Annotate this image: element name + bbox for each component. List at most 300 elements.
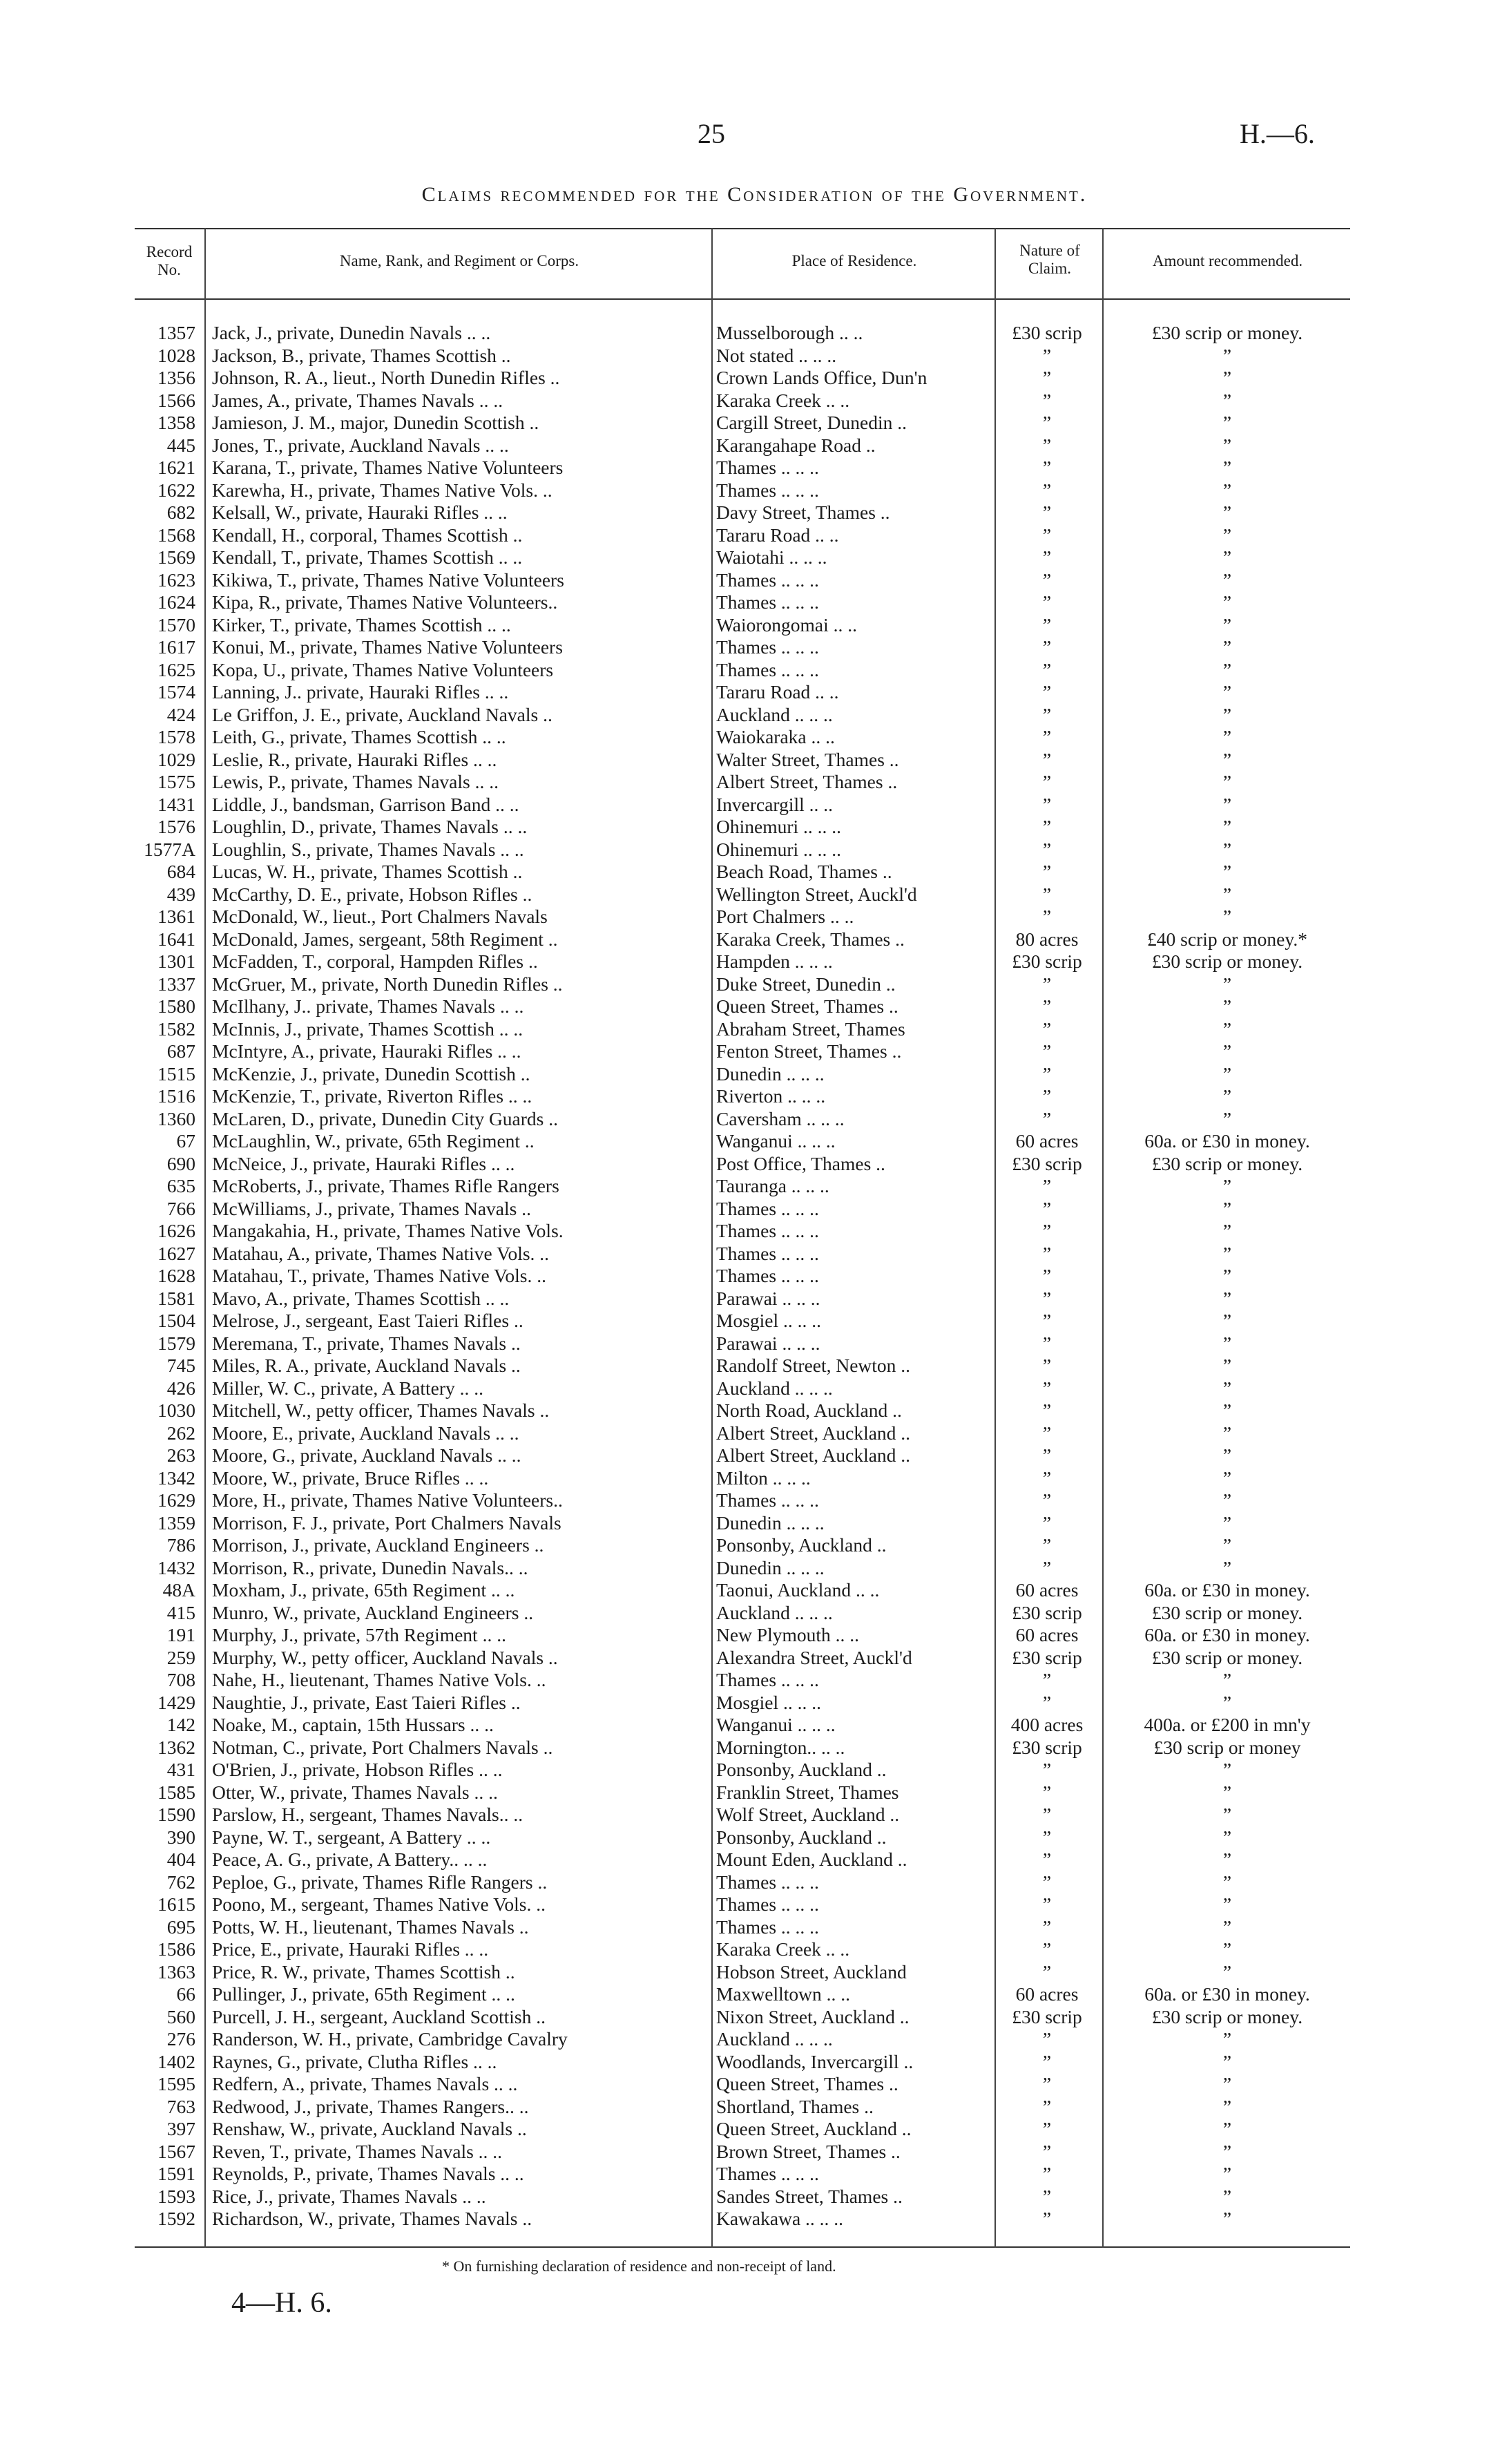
- record-no: 1362: [157, 1736, 195, 1758]
- record-no: 684: [166, 861, 195, 882]
- record-no: 263: [166, 1444, 195, 1466]
- amount-recommended: ”: [1222, 726, 1232, 747]
- place-of-residence: Alexandra Street, Auckl'd: [716, 1646, 912, 1668]
- record-no: 1576: [157, 816, 195, 837]
- place-of-residence: Taonui, Auckland .. ..: [716, 1579, 880, 1601]
- table-row: [135, 1826, 1350, 1849]
- table-row: [135, 749, 1350, 772]
- amount-recommended: ”: [1222, 1310, 1232, 1331]
- table-row: [135, 2028, 1350, 2051]
- amount-recommended: ”: [1222, 479, 1232, 501]
- record-no: 1361: [157, 906, 195, 927]
- name-rank-regiment: Price, E., private, Hauraki Rifles .. ..: [212, 1938, 489, 1960]
- record-no: 1569: [157, 546, 195, 568]
- record-no: 415: [166, 1601, 195, 1623]
- name-rank-regiment: Meremana, T., private, Thames Navals ..: [212, 1332, 521, 1354]
- amount-recommended: ”: [1222, 1400, 1232, 1421]
- table-row: [135, 771, 1350, 794]
- record-no: 445: [166, 434, 195, 456]
- place-of-residence: Auckland .. .. ..: [716, 1601, 833, 1623]
- nature-of-claim: £30 scrip: [1012, 2005, 1082, 2027]
- name-rank-regiment: Reynolds, P., private, Thames Navals .. ..: [212, 2163, 524, 2184]
- nature-of-claim: ”: [1042, 658, 1052, 680]
- table-row: [135, 906, 1350, 928]
- nature-of-claim: 80 acres: [1015, 928, 1079, 950]
- name-rank-regiment: Mavo, A., private, Thames Scottish .. ..: [212, 1287, 510, 1309]
- place-of-residence: North Road, Auckland ..: [716, 1400, 902, 1421]
- table-row: [135, 1512, 1350, 1535]
- table-row: [135, 659, 1350, 682]
- amount-recommended: ”: [1222, 613, 1232, 636]
- record-no: 1641: [157, 928, 195, 950]
- record-no: 1617: [157, 636, 195, 658]
- name-rank-regiment: Leslie, R., private, Hauraki Rifles .. ..: [212, 748, 497, 770]
- record-no: 262: [166, 1422, 195, 1444]
- amount-recommended: ”: [1222, 2050, 1232, 2072]
- nature-of-claim: ”: [1042, 1287, 1052, 1309]
- record-no: 397: [166, 2118, 195, 2139]
- record-no: 1301: [157, 951, 195, 972]
- nature-of-claim: ”: [1042, 703, 1052, 725]
- table-row: [135, 502, 1350, 524]
- place-of-residence: Caversham .. .. ..: [716, 1107, 845, 1129]
- nature-of-claim: ”: [1042, 2140, 1052, 2162]
- place-of-residence: Cargill Street, Dunedin ..: [716, 412, 907, 433]
- nature-of-claim: ”: [1042, 2095, 1052, 2117]
- name-rank-regiment: Kikiwa, T., private, Thames Native Volunteers: [212, 569, 564, 591]
- name-rank-regiment: Loughlin, D., private, Thames Navals .. ..: [212, 816, 528, 837]
- amount-recommended: ”: [1222, 2095, 1232, 2117]
- record-no: 1402: [157, 2050, 195, 2072]
- place-of-residence: Tararu Road .. ..: [716, 524, 839, 546]
- name-rank-regiment: Price, R. W., private, Thames Scottish ..: [212, 1960, 515, 1983]
- table-row: [135, 1377, 1350, 1400]
- nature-of-claim: 60 acres: [1015, 1624, 1079, 1645]
- place-of-residence: Thames .. .. ..: [716, 457, 819, 478]
- table-row: [135, 704, 1350, 727]
- record-no: 1028: [157, 344, 195, 366]
- amount-recommended: ”: [1222, 838, 1232, 860]
- place-of-residence: Hampden .. .. ..: [716, 951, 833, 972]
- name-rank-regiment: O'Brien, J., private, Hobson Rifles .. ..: [212, 1759, 503, 1780]
- name-rank-regiment: Miller, W. C., private, A Battery .. ..: [212, 1377, 484, 1399]
- name-rank-regiment: Kopa, U., private, Thames Native Volunteers: [212, 658, 554, 680]
- amount-recommended: £30 scrip or money.: [1151, 322, 1303, 343]
- place-of-residence: Wolf Street, Auckland ..: [716, 1804, 900, 1825]
- amount-recommended: ”: [1222, 906, 1232, 927]
- amount-recommended: ”: [1222, 1197, 1232, 1219]
- amount-recommended: ”: [1222, 1085, 1232, 1107]
- record-no: 1432: [157, 1556, 195, 1578]
- table-row: [135, 2186, 1350, 2208]
- place-of-residence: Karaka Creek .. ..: [716, 1938, 850, 1960]
- name-rank-regiment: McDonald, James, sergeant, 58th Regiment ..: [212, 928, 558, 950]
- name-rank-regiment: Melrose, J., sergeant, East Taieri Rifles ..: [212, 1310, 523, 1331]
- nature-of-claim: ”: [1042, 1534, 1052, 1556]
- header-nature: Nature of Claim.: [1019, 242, 1080, 277]
- record-no: 1592: [157, 2208, 195, 2229]
- nature-of-claim: ”: [1042, 1556, 1052, 1578]
- record-no: 1625: [157, 658, 195, 680]
- nature-of-claim: £30 scrip: [1012, 322, 1082, 343]
- name-rank-regiment: Redfern, A., private, Thames Navals .. ..: [212, 2073, 518, 2094]
- record-no: 1337: [157, 973, 195, 995]
- name-rank-regiment: Raynes, G., private, Clutha Rifles .. ..: [212, 2050, 497, 2072]
- name-rank-regiment: Parslow, H., sergeant, Thames Navals.. ..: [212, 1804, 523, 1825]
- place-of-residence: New Plymouth .. ..: [716, 1624, 860, 1645]
- amount-recommended: 60a. or £30 in money.: [1144, 1624, 1310, 1645]
- record-no: 1516: [157, 1085, 195, 1107]
- place-of-residence: Crown Lands Office, Dun'n: [716, 367, 927, 388]
- nature-of-claim: ”: [1042, 1511, 1052, 1534]
- nature-of-claim: ”: [1042, 1040, 1052, 1062]
- place-of-residence: Thames .. .. ..: [716, 658, 819, 680]
- nature-of-claim: 400 acres: [1010, 1714, 1084, 1735]
- amount-recommended: ”: [1222, 1265, 1232, 1286]
- page-number: 25: [698, 118, 725, 149]
- record-no: 1577A: [144, 838, 195, 860]
- record-no: 1595: [157, 2073, 195, 2094]
- place-of-residence: Thames .. .. ..: [716, 1242, 819, 1264]
- record-no: 1593: [157, 2185, 195, 2207]
- table-row: [135, 2141, 1350, 2164]
- name-rank-regiment: Matahau, T., private, Thames Native Vols. ..: [212, 1265, 546, 1286]
- record-no: 1582: [157, 1018, 195, 1040]
- place-of-residence: Port Chalmers .. ..: [716, 906, 854, 927]
- amount-recommended: ”: [1222, 367, 1232, 388]
- table-row: [135, 2006, 1350, 2029]
- amount-recommended: 60a. or £30 in money.: [1144, 1130, 1310, 1152]
- place-of-residence: Milton .. .. ..: [716, 1467, 811, 1489]
- table-row: [135, 1624, 1350, 1647]
- nature-of-claim: ”: [1042, 524, 1052, 546]
- record-no: 1575: [157, 771, 195, 792]
- place-of-residence: Albert Street, Auckland ..: [716, 1422, 911, 1444]
- place-of-residence: Auckland .. .. ..: [716, 1377, 833, 1399]
- nature-of-claim: ”: [1042, 1960, 1052, 1983]
- place-of-residence: Dunedin .. .. ..: [716, 1062, 825, 1085]
- name-rank-regiment: McCarthy, D. E., private, Hobson Rifles ..: [212, 883, 532, 905]
- header-place: Place of Residence.: [791, 252, 917, 269]
- place-of-residence: Fenton Street, Thames ..: [716, 1040, 902, 1062]
- record-no: 1356: [157, 367, 195, 388]
- table-row: [135, 884, 1350, 906]
- place-of-residence: Albert Street, Auckland ..: [716, 1444, 911, 1466]
- amount-recommended: ”: [1222, 1556, 1232, 1578]
- place-of-residence: Riverton .. .. ..: [716, 1085, 826, 1107]
- place-of-residence: Thames .. .. ..: [716, 1197, 819, 1219]
- amount-recommended: £40 scrip or money.*: [1147, 928, 1307, 950]
- nature-of-claim: ”: [1042, 1220, 1052, 1241]
- amount-recommended: ”: [1222, 2073, 1232, 2094]
- table-row: [135, 1849, 1350, 1871]
- amount-recommended: 400a. or £200 in mn'y: [1144, 1714, 1311, 1735]
- nature-of-claim: ”: [1042, 344, 1052, 366]
- name-rank-regiment: McGruer, M., private, North Dunedin Rifles ..: [212, 973, 563, 995]
- amount-recommended: ”: [1222, 434, 1232, 456]
- table-row: [135, 1243, 1350, 1266]
- name-rank-regiment: More, H., private, Thames Native Volunteers..: [212, 1489, 563, 1511]
- name-rank-regiment: McWilliams, J., private, Thames Navals ..: [212, 1197, 531, 1219]
- name-rank-regiment: Le Griffon, J. E., private, Auckland Navals ..: [212, 703, 552, 725]
- record-no: 690: [166, 1152, 195, 1174]
- amount-recommended: ”: [1222, 1871, 1232, 1893]
- amount-recommended: ”: [1222, 569, 1232, 591]
- table-row: [135, 1893, 1350, 1916]
- amount-recommended: ”: [1222, 1107, 1232, 1129]
- table-row: [135, 390, 1350, 412]
- record-no: 560: [166, 2005, 195, 2027]
- amount-recommended: ”: [1222, 1938, 1232, 1960]
- nature-of-claim: ”: [1042, 1422, 1052, 1444]
- record-no: 1580: [157, 995, 195, 1017]
- table-row: [135, 973, 1350, 996]
- place-of-residence: Kawakawa .. .. ..: [716, 2208, 844, 2229]
- nature-of-claim: ”: [1042, 681, 1052, 703]
- place-of-residence: Walter Street, Thames ..: [716, 748, 899, 770]
- nature-of-claim: ”: [1042, 2073, 1052, 2094]
- name-rank-regiment: Kendall, H., corporal, Thames Scottish ..: [212, 524, 523, 546]
- table-row: [135, 1938, 1350, 1961]
- amount-recommended: ”: [1222, 344, 1232, 366]
- nature-of-claim: ”: [1042, 1467, 1052, 1489]
- table-row: [135, 1534, 1350, 1557]
- nature-of-claim: ”: [1042, 636, 1052, 658]
- table-row: [135, 1916, 1350, 1939]
- nature-of-claim: ”: [1042, 1871, 1052, 1893]
- nature-of-claim: ”: [1042, 2208, 1052, 2229]
- claims-table: [135, 322, 1350, 2231]
- place-of-residence: Parawai .. .. ..: [716, 1332, 820, 1354]
- amount-recommended: ”: [1222, 591, 1232, 613]
- amount-recommended: ”: [1222, 1467, 1232, 1489]
- page-title: Claims recommended for the Consideration of the Government.: [421, 183, 1088, 206]
- nature-of-claim: ”: [1042, 1669, 1052, 1690]
- amount-recommended: ”: [1222, 636, 1232, 658]
- place-of-residence: Thames .. .. ..: [716, 1871, 819, 1893]
- place-of-residence: Parawai .. .. ..: [716, 1287, 820, 1309]
- amount-recommended: ”: [1222, 1332, 1232, 1354]
- amount-recommended: £30 scrip or money.: [1151, 951, 1303, 972]
- record-no: 1431: [157, 793, 195, 815]
- nature-of-claim: £30 scrip: [1012, 1152, 1082, 1174]
- place-of-residence: Queen Street, Thames ..: [716, 2073, 898, 2094]
- record-no: 1627: [157, 1242, 195, 1264]
- name-rank-regiment: James, A., private, Thames Navals .. ..: [212, 389, 503, 411]
- table-row: [135, 1444, 1350, 1467]
- place-of-residence: Thames .. .. ..: [716, 591, 819, 613]
- amount-recommended: ”: [1222, 681, 1232, 703]
- place-of-residence: Not stated .. .. ..: [716, 344, 837, 366]
- place-of-residence: Thames .. .. ..: [716, 1893, 819, 1915]
- record-no: 1029: [157, 748, 195, 770]
- place-of-residence: Mosgiel .. .. ..: [716, 1310, 822, 1331]
- record-no: 67: [176, 1130, 195, 1152]
- name-rank-regiment: Moore, E., private, Auckland Navals .. ..: [212, 1422, 519, 1444]
- record-no: 1585: [157, 1781, 195, 1803]
- header-record-no: Record No.: [146, 243, 193, 278]
- nature-of-claim: ”: [1042, 1175, 1052, 1196]
- name-rank-regiment: Mangakahia, H., private, Thames Native Vols.: [212, 1220, 564, 1241]
- amount-recommended: ”: [1222, 1960, 1232, 1983]
- place-of-residence: Mosgiel .. .. ..: [716, 1691, 822, 1713]
- amount-recommended: ”: [1222, 658, 1232, 680]
- table-row: [135, 1983, 1350, 2006]
- amount-recommended: ”: [1222, 389, 1232, 411]
- table-row: [135, 1579, 1350, 1602]
- name-rank-regiment: McKenzie, T., private, Riverton Rifles .. ..: [212, 1085, 532, 1107]
- header-bottom-rule: [135, 298, 1350, 300]
- table-row: [135, 1198, 1350, 1221]
- nature-of-claim: ”: [1042, 1691, 1052, 1713]
- place-of-residence: Post Office, Thames ..: [716, 1152, 885, 1174]
- nature-of-claim: ”: [1042, 2028, 1052, 2050]
- table-row: [135, 861, 1350, 884]
- name-rank-regiment: Otter, W., private, Thames Navals .. ..: [212, 1781, 498, 1803]
- name-rank-regiment: McIntyre, A., private, Hauraki Rifles .. ..: [212, 1040, 521, 1062]
- table-row: [135, 1288, 1350, 1310]
- table-row: [135, 2096, 1350, 2119]
- table-row: [135, 681, 1350, 704]
- place-of-residence: Mornington.. .. ..: [716, 1736, 845, 1758]
- amount-recommended: ”: [1222, 1781, 1232, 1803]
- record-no: 687: [166, 1040, 195, 1062]
- table-row: [135, 726, 1350, 749]
- table-row: [135, 816, 1350, 839]
- name-rank-regiment: Murphy, W., petty officer, Auckland Navals ..: [212, 1646, 558, 1668]
- place-of-residence: Thames .. .. ..: [716, 1669, 819, 1690]
- nature-of-claim: £30 scrip: [1012, 1736, 1082, 1758]
- table-row: [135, 479, 1350, 502]
- name-rank-regiment: Pullinger, J., private, 65th Regiment .. ..: [212, 1983, 515, 2005]
- amount-recommended: 60a. or £30 in money.: [1144, 1983, 1310, 2005]
- amount-recommended: ”: [1222, 1691, 1232, 1713]
- table-row: [135, 1647, 1350, 1670]
- record-no: 390: [166, 1826, 195, 1848]
- record-no: 1360: [157, 1107, 195, 1129]
- record-no: 1622: [157, 479, 195, 501]
- nature-of-claim: ”: [1042, 1355, 1052, 1376]
- name-rank-regiment: Redwood, J., private, Thames Rangers.. ..: [212, 2095, 529, 2117]
- name-rank-regiment: Lucas, W. H., private, Thames Scottish ..: [212, 861, 523, 882]
- table-row: [135, 951, 1350, 973]
- name-rank-regiment: Kipa, R., private, Thames Native Volunteers..: [212, 591, 558, 613]
- table-top-rule: [135, 228, 1350, 229]
- amount-recommended: ”: [1222, 502, 1232, 523]
- place-of-residence: Waiorongomai .. ..: [716, 613, 857, 636]
- place-of-residence: Thames .. .. ..: [716, 479, 819, 501]
- place-of-residence: Brown Street, Thames ..: [716, 2140, 901, 2162]
- place-of-residence: Thames .. .. ..: [716, 636, 819, 658]
- table-row: [135, 524, 1350, 547]
- table-row: [135, 1085, 1350, 1108]
- nature-of-claim: ”: [1042, 1781, 1052, 1803]
- record-no: 424: [166, 703, 195, 725]
- table-row: [135, 1961, 1350, 1984]
- nature-of-claim: ”: [1042, 2118, 1052, 2139]
- name-rank-regiment: Matahau, A., private, Thames Native Vols. ..: [212, 1242, 550, 1264]
- place-of-residence: Thames .. .. ..: [716, 1916, 819, 1938]
- name-rank-regiment: Jamieson, J. M., major, Dunedin Scottish ..: [212, 412, 539, 433]
- name-rank-regiment: Murphy, J., private, 57th Regiment .. ..: [212, 1624, 506, 1645]
- nature-of-claim: ”: [1042, 748, 1052, 770]
- place-of-residence: Abraham Street, Thames: [716, 1018, 905, 1040]
- table-row: [135, 457, 1350, 479]
- place-of-residence: Tararu Road .. ..: [716, 681, 839, 703]
- record-no: 48A: [162, 1579, 195, 1601]
- amount-recommended: ”: [1222, 546, 1232, 568]
- sheet-code: 4—H. 6.: [231, 2287, 332, 2319]
- amount-recommended: ”: [1222, 793, 1232, 815]
- name-rank-regiment: Notman, C., private, Port Chalmers Navals ..: [212, 1736, 553, 1758]
- table-row: [135, 928, 1350, 951]
- table-row: [135, 546, 1350, 569]
- table-row: [135, 1108, 1350, 1131]
- nature-of-claim: ”: [1042, 1400, 1052, 1421]
- amount-recommended: £30 scrip or money.: [1151, 2005, 1303, 2027]
- name-rank-regiment: Jones, T., private, Auckland Navals .. ..: [212, 434, 509, 456]
- table-row: [135, 434, 1350, 457]
- name-rank-regiment: Potts, W. H., lieutenant, Thames Navals ..: [212, 1916, 529, 1938]
- nature-of-claim: ”: [1042, 1242, 1052, 1264]
- table-row: [135, 1467, 1350, 1490]
- nature-of-claim: ”: [1042, 973, 1052, 995]
- amount-recommended: ”: [1222, 771, 1232, 792]
- record-no: 439: [166, 883, 195, 905]
- name-rank-regiment: Moore, G., private, Auckland Navals .. ..: [212, 1444, 521, 1466]
- name-rank-regiment: Karana, T., private, Thames Native Volunteers: [212, 457, 564, 478]
- nature-of-claim: £30 scrip: [1012, 1646, 1082, 1668]
- place-of-residence: Randolf Street, Newton ..: [716, 1355, 911, 1376]
- record-no: 1623: [157, 569, 195, 591]
- name-rank-regiment: Miles, R. A., private, Auckland Navals ..: [212, 1355, 521, 1376]
- table-row: [135, 995, 1350, 1018]
- nature-of-claim: ”: [1042, 1916, 1052, 1938]
- place-of-residence: Karaka Creek .. ..: [716, 389, 850, 411]
- record-no: 1567: [157, 2140, 195, 2162]
- table-row: [135, 1130, 1350, 1153]
- place-of-residence: Wanganui .. .. ..: [716, 1714, 836, 1735]
- place-of-residence: Duke Street, Dunedin ..: [716, 973, 896, 995]
- place-of-residence: Ohinemuri .. .. ..: [716, 816, 842, 837]
- amount-recommended: ”: [1222, 1355, 1232, 1376]
- record-no: 1570: [157, 613, 195, 636]
- amount-recommended: ”: [1222, 1422, 1232, 1444]
- header-amount: Amount recommended.: [1152, 252, 1303, 269]
- record-no: 276: [166, 2028, 195, 2050]
- name-rank-regiment: McRoberts, J., private, Thames Rifle Rangers: [212, 1175, 559, 1196]
- amount-recommended: ”: [1222, 1759, 1232, 1780]
- table-row: [135, 1737, 1350, 1759]
- name-rank-regiment: Nahe, H., lieutenant, Thames Native Vols. ..: [212, 1669, 546, 1690]
- amount-recommended: ”: [1222, 1377, 1232, 1399]
- name-rank-regiment: Lanning, J.. private, Hauraki Rifles .. ..: [212, 681, 509, 703]
- name-rank-regiment: Morrison, F. J., private, Port Chalmers Navals: [212, 1511, 561, 1534]
- nature-of-claim: ”: [1042, 546, 1052, 568]
- table-row: [135, 412, 1350, 434]
- place-of-residence: Karaka Creek, Thames ..: [716, 928, 905, 950]
- table-row: [135, 591, 1350, 614]
- table-row: [135, 1422, 1350, 1445]
- nature-of-claim: ”: [1042, 816, 1052, 837]
- record-no: 745: [166, 1355, 195, 1376]
- place-of-residence: Woodlands, Invercargill ..: [716, 2050, 914, 2072]
- table-row: [135, 1557, 1350, 1580]
- name-rank-regiment: Peploe, G., private, Thames Rifle Rangers ..: [212, 1871, 548, 1893]
- name-rank-regiment: Noake, M., captain, 15th Hussars .. ..: [212, 1714, 494, 1735]
- amount-recommended: ”: [1222, 1826, 1232, 1848]
- record-no: 708: [166, 1669, 195, 1690]
